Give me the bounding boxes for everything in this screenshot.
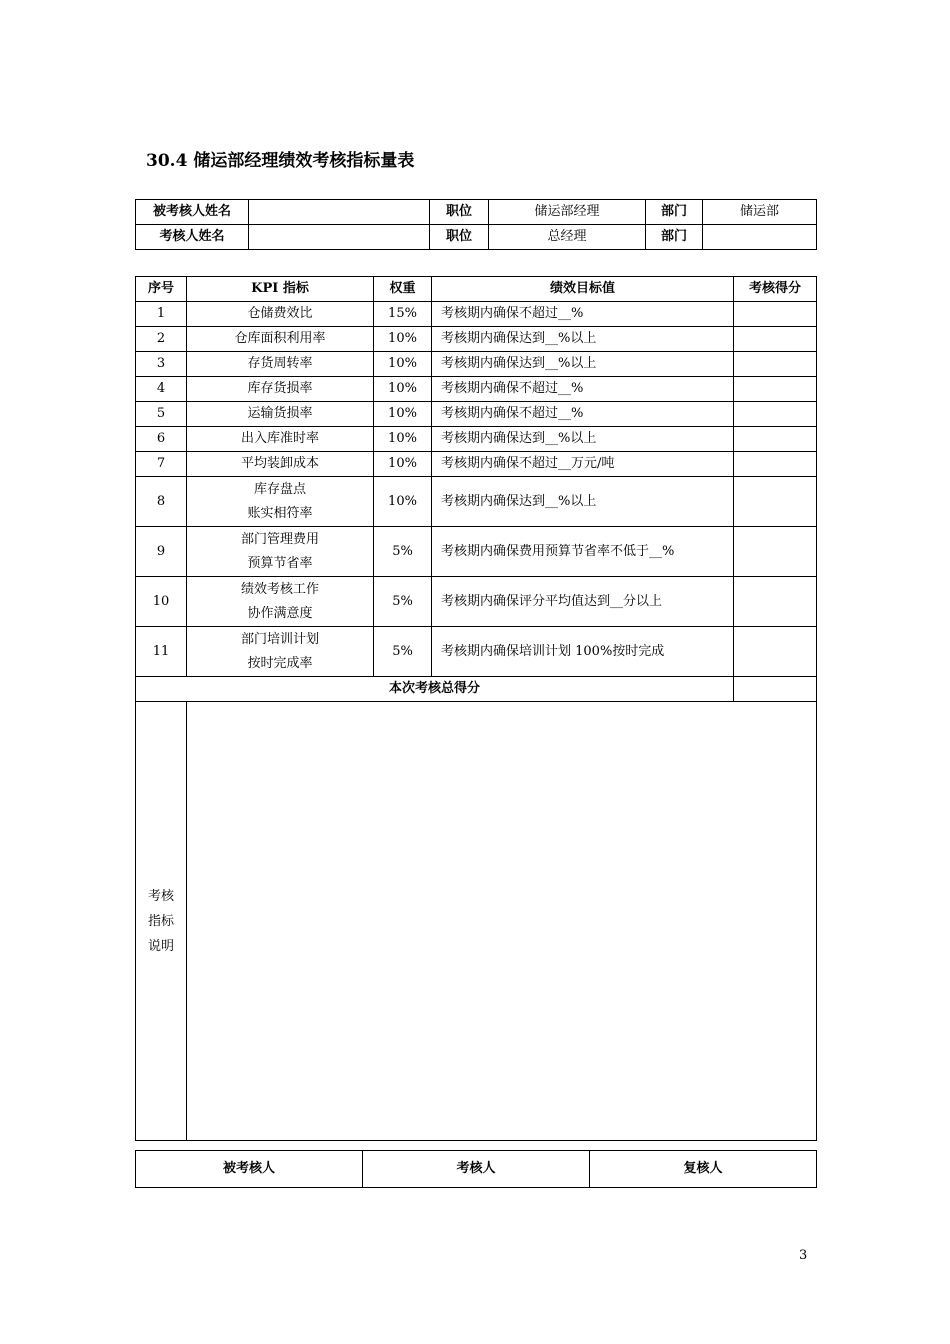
- signature-table: [135, 1150, 817, 1188]
- kpi-name-line: 平均装卸成本: [240, 456, 319, 471]
- kpi-name: [187, 302, 374, 327]
- kpi-name-line: 仓库面积利用率: [234, 331, 326, 346]
- table-row: [136, 327, 817, 352]
- row-number: 10: [136, 577, 187, 627]
- kpi-target: 考核期内确保达到__%以上: [432, 427, 734, 452]
- kpi-weight: 10%: [374, 402, 432, 427]
- table-row: [136, 577, 817, 627]
- reviewee-row: [136, 200, 817, 225]
- kpi-weight: 5%: [374, 577, 432, 627]
- kpi-name: [187, 527, 374, 577]
- reviewer-position-field[interactable]: 总经理: [489, 225, 646, 250]
- kpi-score-field[interactable]: [734, 577, 817, 627]
- row-number: 7: [136, 452, 187, 477]
- kpi-name-line: 库存货损率: [247, 381, 313, 396]
- total-row: [136, 677, 817, 702]
- kpi-score-field[interactable]: [734, 627, 817, 677]
- reviewee-name-field[interactable]: [249, 200, 430, 225]
- kpi-table: [135, 276, 817, 1141]
- total-score-field[interactable]: [734, 677, 817, 702]
- table-row: [136, 402, 817, 427]
- kpi-score-field[interactable]: [734, 452, 817, 477]
- kpi-name-line: 按时完成率: [247, 655, 313, 671]
- reviewee-dept-label: 部门: [646, 200, 703, 225]
- kpi-name-line: 协作满意度: [247, 605, 313, 621]
- reviewee-signature[interactable]: 被考核人: [136, 1151, 363, 1188]
- kpi-name: [187, 377, 374, 402]
- note-label: [136, 702, 187, 1141]
- header-score: 考核得分: [734, 277, 817, 302]
- reviewer-row: [136, 225, 817, 250]
- kpi-score-field[interactable]: [734, 302, 817, 327]
- total-label: 本次考核总得分: [136, 677, 734, 702]
- kpi-score-field[interactable]: [734, 327, 817, 352]
- kpi-target: 考核期内确保评分平均值达到__分以上: [432, 577, 734, 627]
- kpi-weight: 5%: [374, 527, 432, 577]
- table-row: [136, 352, 817, 377]
- kpi-name: [187, 352, 374, 377]
- kpi-weight: 10%: [374, 377, 432, 402]
- note-label-line: 说明: [147, 938, 174, 954]
- table-row: [136, 427, 817, 452]
- kpi-name: [187, 327, 374, 352]
- kpi-name: [187, 427, 374, 452]
- table-row: [136, 627, 817, 677]
- signature-row: [136, 1151, 817, 1188]
- kpi-name-line: 存货周转率: [247, 356, 313, 371]
- personnel-info-table: [135, 199, 817, 250]
- kpi-name-line: 部门培训计划: [240, 631, 319, 647]
- row-number: 4: [136, 377, 187, 402]
- kpi-name: [187, 402, 374, 427]
- kpi-score-field[interactable]: [734, 402, 817, 427]
- row-number: 2: [136, 327, 187, 352]
- reviewer-position-label: 职位: [430, 225, 489, 250]
- kpi-weight: 10%: [374, 477, 432, 527]
- kpi-weight: 10%: [374, 452, 432, 477]
- kpi-weight: 10%: [374, 352, 432, 377]
- kpi-name-line: 运输货损率: [247, 406, 313, 421]
- row-number: 11: [136, 627, 187, 677]
- kpi-target: 考核期内确保达到__%以上: [432, 477, 734, 527]
- kpi-target: 考核期内确保培训计划 100%按时完成: [432, 627, 734, 677]
- header-weight: 权重: [374, 277, 432, 302]
- kpi-target: 考核期内确保达到__%以上: [432, 352, 734, 377]
- row-number: 1: [136, 302, 187, 327]
- kpi-name: [187, 627, 374, 677]
- kpi-weight: 15%: [374, 302, 432, 327]
- header-target: 绩效目标值: [432, 277, 734, 302]
- kpi-score-field[interactable]: [734, 352, 817, 377]
- table-row: [136, 527, 817, 577]
- kpi-name-line: 绩效考核工作: [240, 581, 319, 597]
- kpi-name-line: 出入库准时率: [240, 431, 319, 446]
- row-number: 6: [136, 427, 187, 452]
- kpi-name-line: 部门管理费用: [240, 531, 319, 547]
- note-row: [136, 702, 817, 1141]
- table-row: [136, 302, 817, 327]
- reviewee-position-field[interactable]: 储运部经理: [489, 200, 646, 225]
- row-number: 8: [136, 477, 187, 527]
- reviewee-name-label: 被考核人姓名: [136, 200, 249, 225]
- row-number: 9: [136, 527, 187, 577]
- note-label-line: 指标: [147, 913, 174, 929]
- table-row: [136, 377, 817, 402]
- kpi-name: [187, 452, 374, 477]
- kpi-target: 考核期内确保不超过__万元/吨: [432, 452, 734, 477]
- kpi-weight: 5%: [374, 627, 432, 677]
- note-text-area[interactable]: [187, 702, 817, 1141]
- kpi-score-field[interactable]: [734, 377, 817, 402]
- kpi-score-field[interactable]: [734, 477, 817, 527]
- kpi-name-line: 仓储费效比: [247, 306, 313, 321]
- table-row: [136, 452, 817, 477]
- kpi-target: 考核期内确保不超过__%: [432, 402, 734, 427]
- header-no: 序号: [136, 277, 187, 302]
- table-row: [136, 477, 817, 527]
- reviewer-dept-field[interactable]: [703, 225, 817, 250]
- rechecker-signature[interactable]: 复核人: [590, 1151, 817, 1188]
- kpi-score-field[interactable]: [734, 427, 817, 452]
- kpi-name: [187, 577, 374, 627]
- kpi-name: [187, 477, 374, 527]
- kpi-target: 考核期内确保不超过__%: [432, 302, 734, 327]
- kpi-target: 考核期内确保不超过__%: [432, 377, 734, 402]
- reviewer-dept-label: 部门: [646, 225, 703, 250]
- note-label-line: 考核: [147, 888, 174, 904]
- kpi-target: 考核期内确保费用预算节省率不低于__%: [432, 527, 734, 577]
- kpi-header-row: [136, 277, 817, 302]
- row-number: 5: [136, 402, 187, 427]
- reviewer-name-field[interactable]: [249, 225, 430, 250]
- page-title: 30.4 储运部经理绩效考核指标量表: [146, 151, 415, 171]
- kpi-target: 考核期内确保达到__%以上: [432, 327, 734, 352]
- kpi-weight: 10%: [374, 327, 432, 352]
- kpi-score-field[interactable]: [734, 527, 817, 577]
- kpi-weight: 10%: [374, 427, 432, 452]
- page-number: 3: [799, 1248, 808, 1263]
- reviewer-name-label: 考核人姓名: [136, 225, 249, 250]
- kpi-name-line: 预算节省率: [247, 555, 313, 571]
- kpi-name-line: 账实相符率: [247, 505, 313, 521]
- reviewee-position-label: 职位: [430, 200, 489, 225]
- reviewee-dept-field[interactable]: 储运部: [703, 200, 817, 225]
- header-kpi: KPI 指标: [187, 277, 374, 302]
- row-number: 3: [136, 352, 187, 377]
- reviewer-signature[interactable]: 考核人: [363, 1151, 590, 1188]
- kpi-name-line: 库存盘点: [253, 481, 306, 497]
